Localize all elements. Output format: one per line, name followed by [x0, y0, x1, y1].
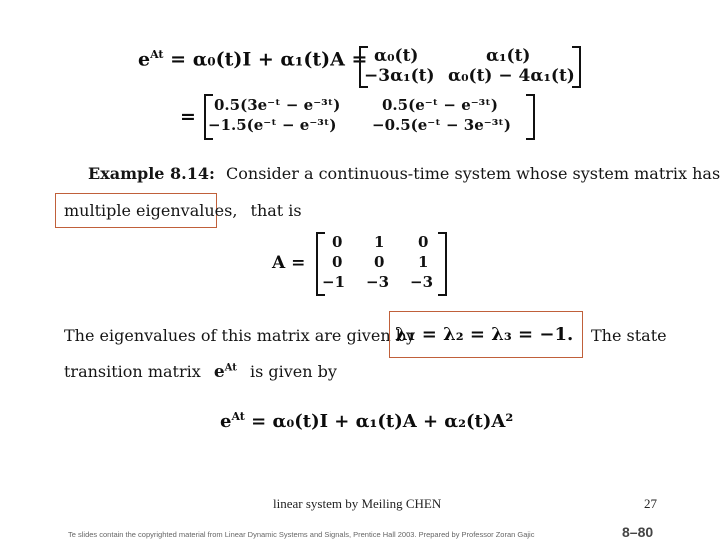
matrix-a-cell: 1	[418, 253, 429, 271]
matrix-a-cell: 0	[332, 233, 343, 251]
eigen-highlight: λ₁ = λ₂ = λ₃ = −1.	[395, 324, 574, 345]
matrix-a	[324, 232, 442, 294]
eq2-cell: −1.5(e⁻ᵗ − e⁻³ᵗ)	[208, 116, 337, 134]
eq1-matrix	[364, 46, 576, 86]
matrix-a-lhs: A =	[272, 253, 306, 273]
transition-text-a: transition matrix	[64, 362, 201, 381]
eq3-rhs: = α₀(t)I + α₁(t)A + α₂(t)A²	[251, 411, 514, 432]
eq2-bracket-right	[526, 94, 535, 140]
equation-2-equals: =	[180, 106, 196, 128]
eq1-cell: −3α₁(t)	[364, 66, 435, 86]
footer-page-number: 27	[644, 496, 657, 511]
eq1-lhs-sup: At	[150, 48, 164, 61]
eq1-cell: α₀(t) − 4α₁(t)	[448, 66, 575, 86]
equation-1	[138, 48, 367, 70]
eq1-cell: α₀(t)	[374, 46, 419, 66]
example-line-1	[88, 164, 720, 183]
matrix-a-cell: 0	[332, 253, 343, 271]
eq3-lhs: e	[220, 411, 232, 432]
matrix-a-cell: 0	[374, 253, 385, 271]
eq1-rhs: = α₀(t)I + α₁(t)A =	[170, 48, 368, 71]
highlight-multiple-eigenvalues: multiple eigenvalues,	[64, 201, 238, 220]
eq2-cell: 0.5(3e⁻ᵗ − e⁻³ᵗ)	[214, 96, 341, 114]
example-label: Example 8.14:	[88, 164, 215, 183]
transition-eat: $e^{At}$	[213, 362, 237, 382]
eq2-cell: −0.5(e⁻ᵗ − 3e⁻³ᵗ)	[372, 116, 511, 134]
matrix-a-cell: −3	[410, 273, 434, 291]
matrix-a-cell: 1	[374, 233, 385, 251]
matrix-a-cell: −1	[322, 273, 346, 291]
slide-code: 8–80	[622, 524, 654, 540]
eq3-lhs-sup: At	[231, 410, 245, 423]
example-line-2-rest: that is	[250, 201, 302, 220]
footer-title: linear system by Meiling CHEN	[273, 496, 442, 511]
eq1-lhs: e	[138, 48, 151, 71]
equation-3	[220, 410, 513, 432]
matrix-a-bracket-right	[438, 232, 447, 296]
eq1-bracket-right	[572, 46, 581, 88]
eigen-line-text: The eigenvalues of this matrix are given by	[64, 326, 415, 345]
matrix-a-cell: 0	[418, 233, 429, 251]
matrix-a-cell: −3	[366, 273, 390, 291]
copyright-notice: Te slides contain the copyrighted material from Linear Dynamic Systems and Signals, Prentice Hall 2003. Prepared by Professor Zoran Gajic	[68, 530, 535, 539]
eigen-line-tail: The state	[591, 326, 667, 345]
eq1-cell: α₁(t)	[486, 46, 531, 66]
example-line-2	[64, 201, 302, 220]
transition-line	[64, 362, 337, 382]
example-line-1-text: Consider a continuous-time system whose system matrix has	[226, 164, 720, 183]
eq2-matrix	[208, 94, 532, 138]
transition-text-b: is given by	[249, 362, 337, 381]
eq2-cell: 0.5(e⁻ᵗ − e⁻³ᵗ)	[382, 96, 498, 114]
